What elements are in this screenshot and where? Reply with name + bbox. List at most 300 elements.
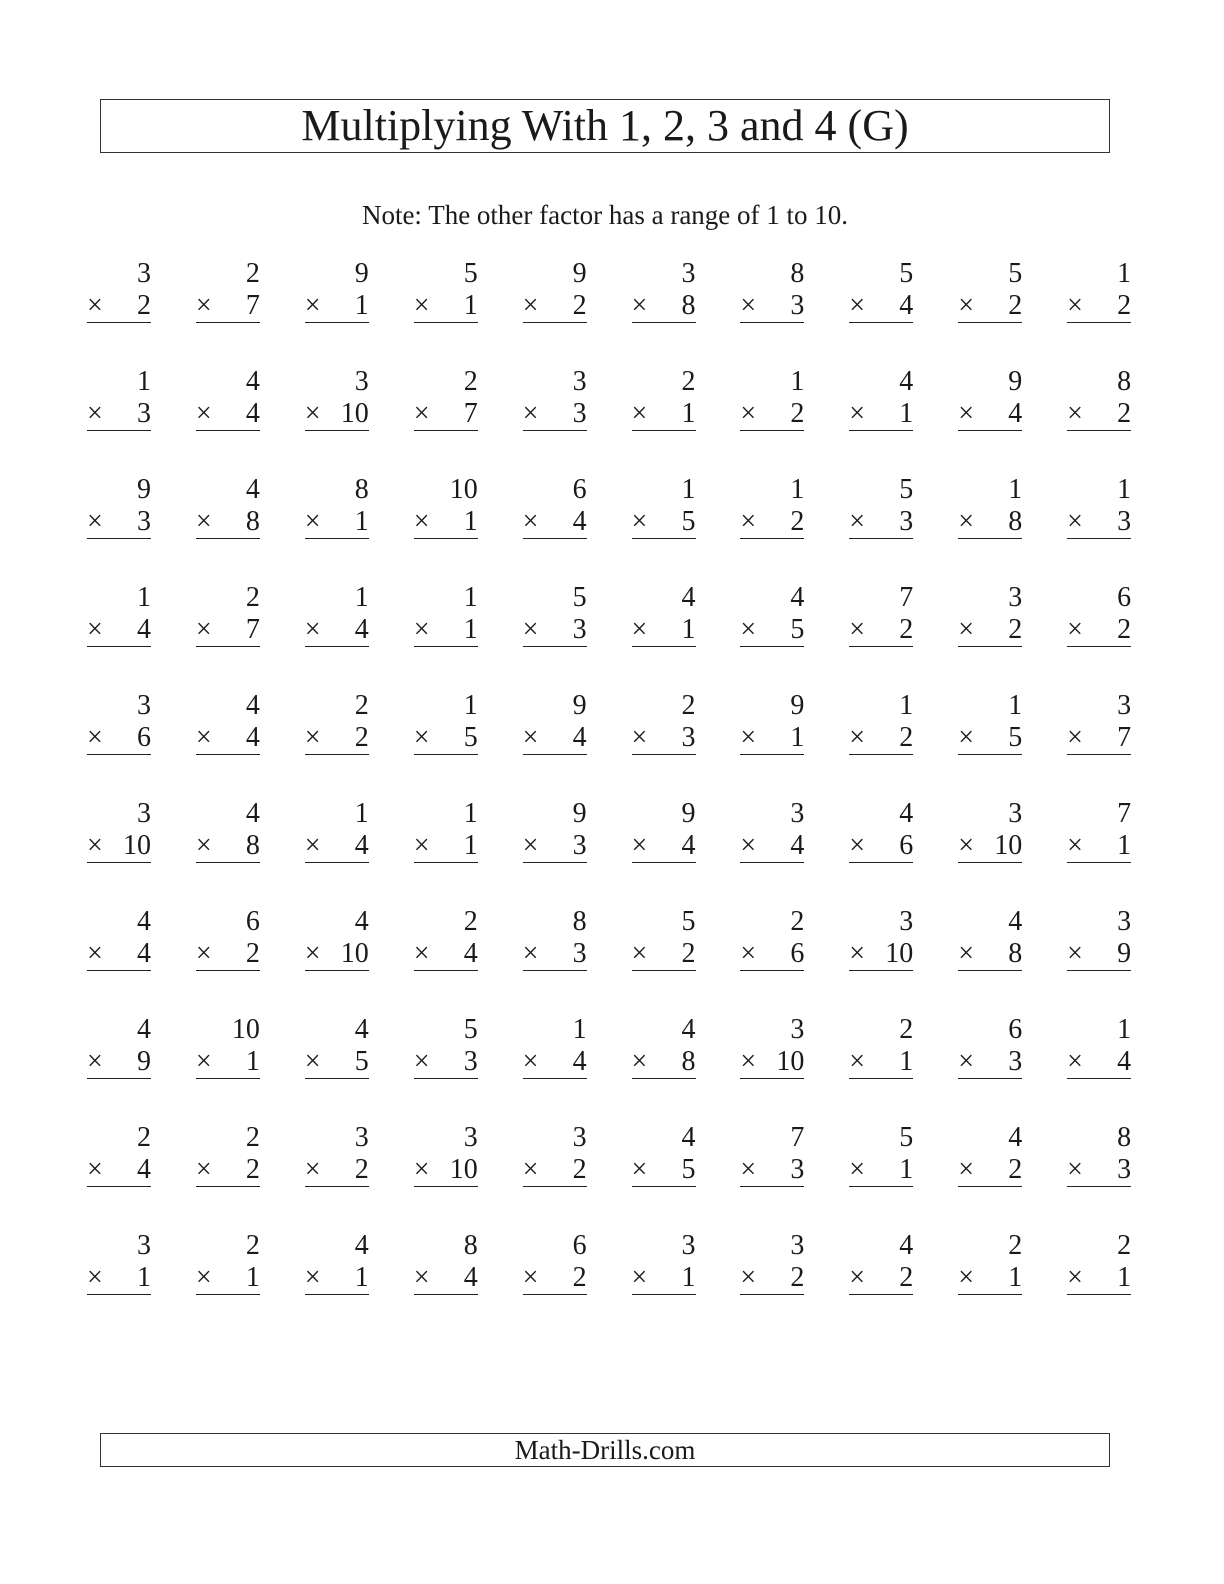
problem-item — [740, 474, 804, 540]
times-sign: × — [849, 722, 866, 753]
problem-top-number: 3 — [1117, 906, 1132, 937]
problem-top-number: 5 — [463, 1014, 478, 1045]
problem-item — [632, 474, 696, 540]
problem-item — [414, 798, 478, 864]
problem-top-number: 5 — [899, 258, 914, 289]
problem-bottom-row — [1067, 830, 1131, 863]
problem-bottom-row — [196, 506, 260, 539]
problem-bottom-row — [958, 1262, 1022, 1295]
problem-bottom-row — [305, 290, 369, 323]
problem-bottom-number: 3 — [899, 506, 914, 537]
problem-bottom-row — [849, 938, 913, 971]
worksheet-title — [100, 99, 1110, 153]
problem-bottom-row — [414, 938, 478, 971]
problem-item — [196, 474, 260, 540]
problem-bottom-row — [958, 1154, 1022, 1187]
times-sign: × — [304, 290, 321, 321]
problem-top-number: 3 — [1008, 582, 1023, 613]
problem-item — [523, 474, 587, 540]
problem-bottom-row — [196, 614, 260, 647]
times-sign: × — [631, 830, 648, 861]
problem-bottom-number: 4 — [572, 722, 587, 753]
problem-item — [305, 258, 369, 324]
problem-bottom-number: 4 — [1008, 398, 1023, 429]
problem-top-number: 5 — [899, 474, 914, 505]
problem-bottom-number: 4 — [572, 1046, 587, 1077]
problem-bottom-number: 2 — [1117, 614, 1132, 645]
problem-top-number: 5 — [899, 1122, 914, 1153]
problem-top-number: 4 — [681, 1014, 696, 1045]
problem-bottom-row — [87, 830, 151, 863]
problem-item — [87, 1230, 151, 1296]
problem-item — [958, 906, 1022, 972]
problem-bottom-number: 10 — [449, 1154, 478, 1185]
problem-bottom-number: 3 — [572, 938, 587, 969]
times-sign: × — [740, 614, 757, 645]
problem-bottom-row — [523, 722, 587, 755]
problem-bottom-row — [740, 830, 804, 863]
problem-bottom-row — [305, 938, 369, 971]
problem-top-number: 2 — [681, 690, 696, 721]
problem-bottom-number: 1 — [463, 290, 478, 321]
problem-top-number: 4 — [245, 798, 260, 829]
problem-bottom-row — [632, 722, 696, 755]
problem-top-number: 2 — [463, 366, 478, 397]
problem-bottom-row — [414, 290, 478, 323]
problem-item — [1067, 1230, 1131, 1296]
problem-bottom-number: 10 — [340, 398, 369, 429]
times-sign: × — [304, 398, 321, 429]
problem-item — [305, 366, 369, 432]
problem-bottom-number: 7 — [463, 398, 478, 429]
problem-bottom-number: 9 — [1117, 938, 1132, 969]
times-sign: × — [1067, 1046, 1083, 1077]
problem-bottom-row — [849, 722, 913, 755]
problem-bottom-row — [849, 506, 913, 539]
times-sign: × — [304, 1262, 321, 1293]
problem-bottom-row — [523, 1262, 587, 1295]
problem-top-number: 6 — [572, 1230, 587, 1261]
problem-top-number: 2 — [463, 906, 478, 937]
problem-item — [958, 690, 1022, 756]
problem-item — [849, 258, 913, 324]
times-sign: × — [631, 1154, 648, 1185]
problem-top-number: 9 — [572, 798, 587, 829]
problem-bottom-number: 2 — [354, 722, 369, 753]
problem-bottom-row — [414, 614, 478, 647]
problem-bottom-number: 4 — [137, 614, 151, 645]
times-sign: × — [304, 722, 321, 753]
problem-bottom-row — [1067, 614, 1131, 647]
times-sign: × — [958, 1154, 974, 1185]
problem-item — [305, 474, 369, 540]
problem-top-number: 7 — [790, 1122, 805, 1153]
problem-bottom-row — [523, 830, 587, 863]
times-sign: × — [740, 830, 757, 861]
problem-bottom-row — [849, 1154, 913, 1187]
problem-item — [632, 1122, 696, 1188]
times-sign: × — [958, 614, 974, 645]
times-sign: × — [195, 1046, 212, 1077]
problem-item — [87, 1014, 151, 1080]
problem-item — [523, 798, 587, 864]
problem-item — [740, 906, 804, 972]
problem-top-number: 9 — [354, 258, 369, 289]
times-sign: × — [631, 1046, 648, 1077]
problem-item — [87, 1122, 151, 1188]
times-sign: × — [87, 938, 103, 969]
problem-bottom-number: 5 — [790, 614, 805, 645]
problem-bottom-row — [740, 614, 804, 647]
times-sign: × — [849, 1154, 866, 1185]
times-sign: × — [195, 290, 212, 321]
problem-bottom-row — [849, 830, 913, 863]
times-sign: × — [740, 290, 757, 321]
problem-item — [849, 798, 913, 864]
problem-bottom-row — [196, 722, 260, 755]
problem-item — [414, 474, 478, 540]
problem-bottom-row — [958, 506, 1022, 539]
problem-bottom-row — [196, 290, 260, 323]
problem-item — [414, 366, 478, 432]
problem-bottom-number: 10 — [776, 1046, 805, 1077]
problem-bottom-row — [849, 1262, 913, 1295]
times-sign: × — [304, 614, 321, 645]
problem-bottom-row — [196, 398, 260, 431]
problem-bottom-number: 7 — [245, 290, 260, 321]
problem-top-number: 1 — [790, 366, 805, 397]
problem-bottom-row — [414, 1262, 478, 1295]
problem-top-number: 3 — [137, 1230, 151, 1261]
times-sign: × — [631, 614, 648, 645]
problem-top-number: 4 — [899, 798, 914, 829]
problem-top-number: 2 — [245, 1122, 260, 1153]
problem-top-number: 3 — [354, 1122, 369, 1153]
problem-top-number: 1 — [790, 474, 805, 505]
problem-item — [523, 582, 587, 648]
problem-bottom-number: 2 — [572, 290, 587, 321]
problem-bottom-number: 2 — [899, 614, 914, 645]
problem-bottom-row — [523, 1154, 587, 1187]
problem-item — [958, 798, 1022, 864]
problem-bottom-number: 5 — [354, 1046, 369, 1077]
problem-bottom-number: 3 — [1008, 1046, 1023, 1077]
times-sign: × — [740, 1046, 757, 1077]
problem-item — [1067, 906, 1131, 972]
problem-bottom-row — [632, 290, 696, 323]
problem-bottom-row — [196, 1154, 260, 1187]
problem-bottom-row — [305, 614, 369, 647]
problem-top-number: 6 — [1117, 582, 1132, 613]
problem-item — [87, 690, 151, 756]
problem-item — [849, 474, 913, 540]
problem-bottom-number: 7 — [1117, 722, 1132, 753]
times-sign: × — [195, 938, 212, 969]
times-sign: × — [631, 938, 648, 969]
problem-item — [1067, 690, 1131, 756]
problem-item — [414, 690, 478, 756]
problem-bottom-row — [740, 290, 804, 323]
times-sign: × — [849, 830, 866, 861]
problem-bottom-number: 8 — [1008, 506, 1023, 537]
problem-top-number: 3 — [1117, 690, 1132, 721]
problem-bottom-row — [305, 1154, 369, 1187]
problem-bottom-row — [414, 506, 478, 539]
problem-top-number: 10 — [449, 474, 478, 505]
problem-bottom-row — [87, 722, 151, 755]
problem-bottom-number: 2 — [1008, 290, 1023, 321]
problem-bottom-number: 1 — [790, 722, 805, 753]
problem-top-number: 4 — [245, 366, 260, 397]
problem-bottom-row — [305, 722, 369, 755]
problem-top-number: 6 — [245, 906, 260, 937]
times-sign: × — [87, 1262, 103, 1293]
problem-top-number: 9 — [1008, 366, 1023, 397]
problem-bottom-number: 2 — [245, 1154, 260, 1185]
problem-bottom-number: 2 — [354, 1154, 369, 1185]
times-sign: × — [522, 1262, 539, 1293]
problem-item — [740, 258, 804, 324]
times-sign: × — [1067, 1154, 1083, 1185]
problem-bottom-number: 3 — [681, 722, 696, 753]
problem-bottom-row — [87, 938, 151, 971]
problem-top-number: 1 — [137, 582, 151, 613]
problem-top-number: 6 — [1008, 1014, 1023, 1045]
problem-item — [305, 798, 369, 864]
problem-top-number: 1 — [354, 582, 369, 613]
problem-item — [196, 1014, 260, 1080]
problem-top-number: 3 — [790, 1230, 805, 1261]
problem-item — [958, 258, 1022, 324]
problem-bottom-row — [305, 1046, 369, 1079]
problem-top-number: 5 — [681, 906, 696, 937]
problem-bottom-number: 3 — [572, 614, 587, 645]
problem-bottom-number: 2 — [790, 506, 805, 537]
problem-bottom-row — [523, 1046, 587, 1079]
times-sign: × — [1067, 290, 1083, 321]
times-sign: × — [195, 398, 212, 429]
problem-bottom-number: 1 — [354, 290, 369, 321]
problem-bottom-row — [523, 506, 587, 539]
problem-bottom-row — [740, 938, 804, 971]
problem-top-number: 2 — [1008, 1230, 1023, 1261]
problem-item — [632, 1014, 696, 1080]
problem-bottom-number: 1 — [899, 1046, 914, 1077]
times-sign: × — [1067, 614, 1083, 645]
problem-top-number: 8 — [572, 906, 587, 937]
problem-item — [87, 906, 151, 972]
times-sign: × — [958, 938, 974, 969]
problem-item — [523, 366, 587, 432]
problem-bottom-row — [414, 1046, 478, 1079]
problem-bottom-row — [958, 614, 1022, 647]
problem-bottom-number: 1 — [245, 1262, 260, 1293]
times-sign: × — [958, 1262, 974, 1293]
problem-top-number: 2 — [1117, 1230, 1132, 1261]
problem-top-number: 9 — [790, 690, 805, 721]
problem-bottom-number: 4 — [1117, 1046, 1132, 1077]
times-sign: × — [87, 614, 103, 645]
problem-top-number: 4 — [354, 1230, 369, 1261]
times-sign: × — [849, 506, 866, 537]
problem-top-number: 3 — [572, 366, 587, 397]
footer-text: Math-Drills.com — [514, 1434, 696, 1465]
problem-bottom-row — [958, 398, 1022, 431]
problem-item — [414, 906, 478, 972]
times-sign: × — [958, 722, 974, 753]
problem-bottom-number: 5 — [1008, 722, 1023, 753]
problem-bottom-row — [958, 938, 1022, 971]
problem-bottom-row — [849, 290, 913, 323]
times-sign: × — [849, 1046, 866, 1077]
times-sign: × — [413, 1262, 430, 1293]
problem-bottom-row — [740, 398, 804, 431]
problem-top-number: 7 — [1117, 798, 1132, 829]
problem-top-number: 3 — [790, 798, 805, 829]
problem-bottom-number: 3 — [790, 1154, 805, 1185]
problem-bottom-number: 1 — [1117, 1262, 1132, 1293]
problem-bottom-number: 2 — [1008, 1154, 1023, 1185]
problem-bottom-row — [849, 398, 913, 431]
problem-bottom-number: 1 — [1117, 830, 1132, 861]
times-sign: × — [195, 614, 212, 645]
problem-bottom-number: 2 — [137, 290, 151, 321]
problem-bottom-number: 1 — [245, 1046, 260, 1077]
problem-bottom-row — [87, 1262, 151, 1295]
times-sign: × — [304, 938, 321, 969]
footer — [100, 1433, 1110, 1467]
problem-item — [523, 258, 587, 324]
problem-top-number: 4 — [137, 906, 151, 937]
problem-item — [849, 366, 913, 432]
times-sign: × — [1067, 830, 1083, 861]
times-sign: × — [87, 398, 103, 429]
problem-item — [196, 1230, 260, 1296]
problem-bottom-number: 2 — [572, 1154, 587, 1185]
problem-top-number: 2 — [245, 258, 260, 289]
problem-top-number: 4 — [354, 906, 369, 937]
problem-bottom-row — [1067, 290, 1131, 323]
problem-top-number: 8 — [463, 1230, 478, 1261]
problem-bottom-row — [632, 614, 696, 647]
problem-item — [632, 690, 696, 756]
problem-item — [414, 1230, 478, 1296]
problem-item — [305, 690, 369, 756]
times-sign: × — [413, 614, 430, 645]
times-sign: × — [522, 938, 539, 969]
problem-bottom-row — [196, 1046, 260, 1079]
problem-bottom-number: 4 — [572, 506, 587, 537]
times-sign: × — [195, 830, 212, 861]
problem-bottom-number: 1 — [1008, 1262, 1023, 1293]
problem-bottom-number: 2 — [681, 938, 696, 969]
problem-item — [958, 366, 1022, 432]
problem-bottom-row — [87, 1154, 151, 1187]
problem-bottom-number: 6 — [790, 938, 805, 969]
problem-bottom-row — [958, 290, 1022, 323]
times-sign: × — [522, 398, 539, 429]
times-sign: × — [413, 506, 430, 537]
problem-item — [196, 366, 260, 432]
problem-bottom-number: 2 — [1008, 614, 1023, 645]
times-sign: × — [849, 290, 866, 321]
problem-bottom-row — [196, 830, 260, 863]
times-sign: × — [1067, 722, 1083, 753]
times-sign: × — [304, 1154, 321, 1185]
problem-top-number: 1 — [681, 474, 696, 505]
problem-bottom-number: 3 — [572, 830, 587, 861]
problem-item — [849, 690, 913, 756]
problem-top-number: 4 — [245, 474, 260, 505]
problem-top-number: 7 — [899, 582, 914, 613]
problem-top-number: 4 — [137, 1014, 151, 1045]
times-sign: × — [304, 830, 321, 861]
problem-bottom-number: 6 — [137, 722, 151, 753]
problem-top-number: 4 — [245, 690, 260, 721]
problem-item — [305, 1122, 369, 1188]
problem-bottom-number: 8 — [245, 506, 260, 537]
problem-top-number: 3 — [137, 258, 151, 289]
problem-item — [1067, 1122, 1131, 1188]
problem-item — [523, 690, 587, 756]
problem-bottom-number: 2 — [899, 722, 914, 753]
problem-bottom-number: 1 — [681, 398, 696, 429]
problem-item — [196, 1122, 260, 1188]
problem-top-number: 2 — [137, 1122, 151, 1153]
times-sign: × — [849, 614, 866, 645]
times-sign: × — [958, 830, 974, 861]
times-sign: × — [958, 290, 974, 321]
times-sign: × — [522, 290, 539, 321]
problem-item — [632, 258, 696, 324]
problem-item — [1067, 474, 1131, 540]
problem-bottom-row — [523, 290, 587, 323]
problem-top-number: 4 — [899, 366, 914, 397]
times-sign: × — [304, 1046, 321, 1077]
problem-top-number: 1 — [463, 582, 478, 613]
problem-item — [958, 582, 1022, 648]
problem-item — [196, 798, 260, 864]
problem-item — [849, 582, 913, 648]
problem-item — [632, 906, 696, 972]
problem-top-number: 4 — [1008, 906, 1023, 937]
problem-bottom-row — [414, 1154, 478, 1187]
times-sign: × — [522, 1046, 539, 1077]
problem-bottom-number: 2 — [1117, 290, 1132, 321]
times-sign: × — [522, 506, 539, 537]
problem-item — [414, 582, 478, 648]
problem-top-number: 4 — [681, 1122, 696, 1153]
problem-item — [958, 1230, 1022, 1296]
problem-bottom-number: 3 — [1117, 506, 1132, 537]
problem-bottom-row — [958, 830, 1022, 863]
problem-top-number: 10 — [231, 1014, 260, 1045]
problem-bottom-number: 4 — [463, 1262, 478, 1293]
problem-bottom-number: 3 — [572, 398, 587, 429]
problem-bottom-number: 4 — [463, 938, 478, 969]
problem-top-number: 1 — [572, 1014, 587, 1045]
problem-item — [414, 1122, 478, 1188]
times-sign: × — [522, 614, 539, 645]
problem-top-number: 3 — [572, 1122, 587, 1153]
problem-bottom-row — [958, 722, 1022, 755]
problem-bottom-number: 1 — [681, 1262, 696, 1293]
problem-item — [740, 798, 804, 864]
problem-bottom-row — [632, 938, 696, 971]
times-sign: × — [413, 722, 430, 753]
problem-item — [1067, 798, 1131, 864]
problem-bottom-number: 4 — [137, 938, 151, 969]
